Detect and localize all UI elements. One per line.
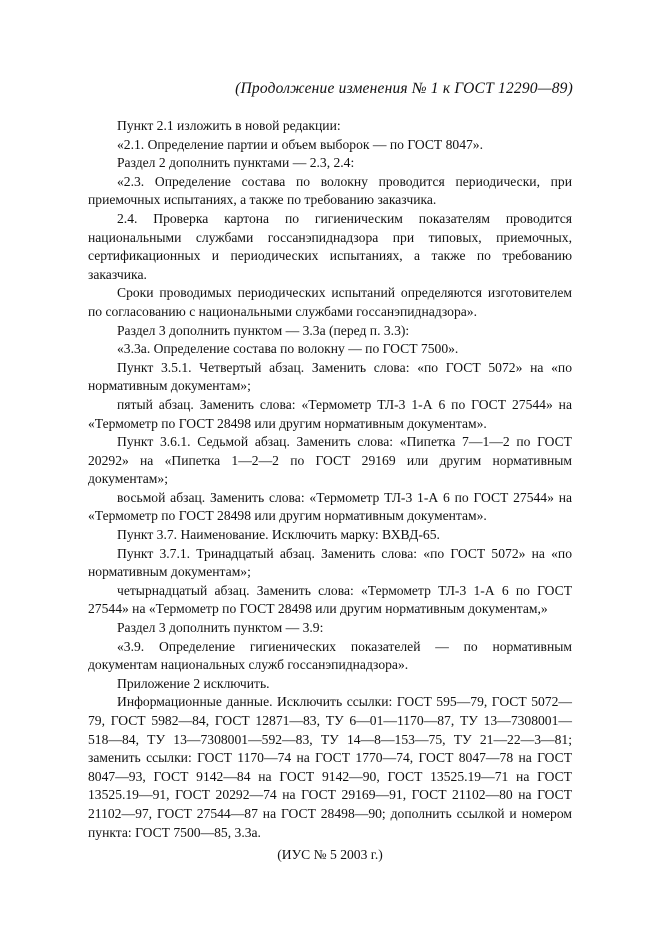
paragraph-16: Раздел 3 дополнить пунктом — 3.9:	[117, 620, 324, 636]
paragraph-5: 2.4. Проверка картона по гигиеническим показателям проводится национальными службами госсанэпиднадзора при типовых, приемочных, сертификационных и периодических испытаниях, а также по требованию заказчика.	[88, 210, 572, 282]
paragraph-6: Сроки проводимых периодических испытаний определяются изготовителем по согласованию с национальными службами госсанэпиднадзора».	[88, 285, 572, 319]
paragraph-15: четырнадцатый абзац. Заменить слова: «Термометр ТЛ-3 1-А 6 по ГОСТ 27544» на «Термометр по ГОСТ 28498 или другим нормативным документам,»	[88, 582, 572, 617]
paragraph-1: Пункт 2.1 изложить в новой редакции:	[117, 118, 341, 133]
paragraph-13: Пункт 3.7. Наименование. Исключить марку: ВХВД-65.	[117, 527, 440, 543]
paragraph-2: «2.1. Определение партии и объем выборок — по ГОСТ 8047».	[117, 136, 483, 152]
paragraph-14: Пункт 3.7.1. Тринадцатый абзац. Заменить слова: «по ГОСТ 5072» на «по нормативным документам»;	[88, 545, 572, 580]
paragraph-18: Приложение 2 исключить.	[117, 675, 270, 691]
paragraph-9: Пункт 3.5.1. Четвертый абзац. Заменить слова: «по ГОСТ 5072» на «по нормативным документам»;	[88, 359, 572, 394]
paragraph-8: «3.3а. Определение состава по волокну — по ГОСТ 7500».	[117, 341, 459, 357]
continuation-header: (Продолжение изменения № 1 к ГОСТ 12290—89)	[235, 80, 573, 97]
paragraph-4: «2.3. Определение состава по волокну проводится периодически, при приемочных испытаниях, а также по требованию заказчика.	[88, 173, 572, 208]
document-body	[88, 117, 572, 865]
paragraph-12: восьмой абзац. Заменить слова: «Термометр ТЛ-3 1-А 6 по ГОСТ 27544» на «Термометр по ГОСТ 28498 или другим нормативным документам».	[88, 489, 572, 524]
paragraph-17: «3.9. Определение гигиенических показателей — по нормативным документам национальных служб госсанэпиднадзора».	[88, 638, 572, 673]
paragraph-19: Информационные данные. Исключить ссылки: ГОСТ 595—79, ГОСТ 5072—79, ГОСТ 5982—84, ГОСТ 12871—83, ТУ 6—01—1170—87, ТУ 13—7308001—518—84, ТУ 13—7308001—592—83, ТУ 14—8—153—75, ТУ 21—22—3—81; заменить ссылки: ГОСТ 1170—74 на ГОСТ 1770—74, ГОСТ 8047—78 на ГОСТ 8047—93, ГОСТ 9142—84 на ГОСТ 9142—90, ГОСТ 13525.19—71 на ГОСТ 13525.19—91, ГОСТ 20292—74 на ГОСТ 29169—91, ГОСТ 21102—80 на ГОСТ 21102—97, ГОСТ 27544—87 на ГОСТ 28498—90; дополнить ссылкой и номером пункта: ГОСТ 7500—85, 3.3а.	[88, 694, 572, 840]
paragraph-11: Пункт 3.6.1. Седьмой абзац. Заменить слова: «Пипетка 7—1—2 по ГОСТ 20292» на «Пипетка 1—2—2 по ГОСТ 29169 или другим нормативным документам»;	[88, 434, 572, 487]
paragraph-7: Раздел 3 дополнить пунктом — 3.3а (перед п. 3.3):	[117, 322, 410, 338]
paragraph-10: пятый абзац. Заменить слова: «Термометр ТЛ-3 1-А 6 по ГОСТ 27544» на «Термометр по ГОСТ 28498 или другим нормативным документам».	[88, 396, 572, 431]
publication-reference: (ИУС № 5 2003 г.)	[277, 847, 383, 863]
paragraph-3: Раздел 2 дополнить пунктами — 2.3, 2.4:	[117, 155, 355, 171]
